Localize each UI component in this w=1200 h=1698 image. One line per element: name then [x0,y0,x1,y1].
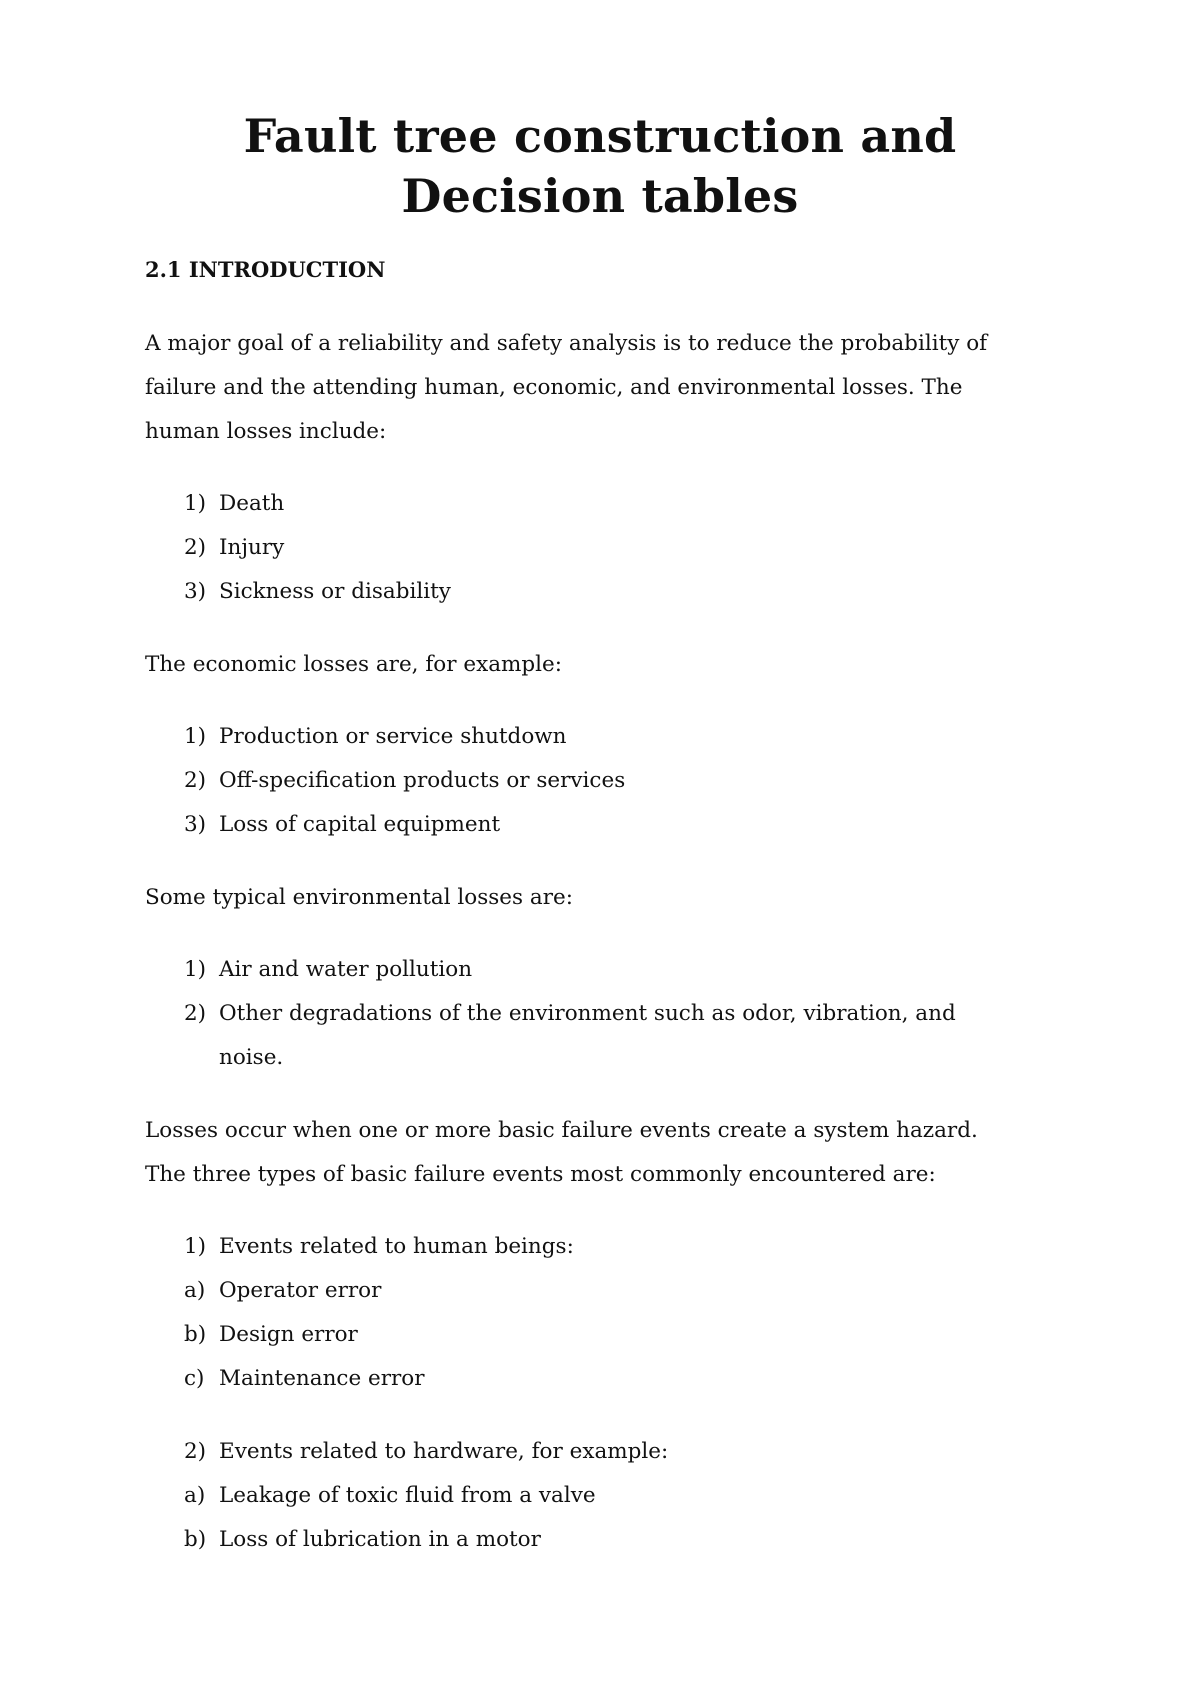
intro-line-3: human losses include: [145,419,387,444]
list-text: Events related to hardware, for example: [219,1439,669,1464]
list-item-continuation: noise. [219,1045,284,1070]
intro-line-2: failure and the attending human, economic, and environmental losses. The [145,375,963,400]
list-marker: 3) [184,812,207,837]
section-heading: 2.1 INTRODUCTION [145,257,386,282]
list-text: Other degradations of the environment such as odor, vibration, and [219,1001,956,1026]
list-marker: 3) [184,579,207,604]
list-marker: b) [184,1322,207,1347]
list-item [184,533,284,563]
list-marker: 1) [184,724,207,749]
list-text: Loss of lubrication in a motor [219,1527,541,1552]
list-text: Leakage of toxic fluid from a valve [219,1483,596,1508]
list-marker: 1) [184,1234,207,1259]
failure-line-1: Losses occur when one or more basic failure events create a system hazard. [145,1118,978,1143]
list-text: Air and water pollution [219,957,473,982]
list-text: Injury [219,535,285,560]
list-marker: a) [184,1278,206,1303]
list-text: Loss of capital equipment [219,812,501,837]
list-marker: b) [184,1527,207,1552]
sub-list-item [184,1525,541,1555]
sub-list-item [184,1364,425,1394]
sub-list-item [184,1276,381,1306]
list-marker: a) [184,1483,206,1508]
list-text: Events related to human beings: [219,1234,574,1259]
list-text: Operator error [219,1278,382,1303]
list-item [184,1232,574,1262]
list-marker: 2) [184,1439,207,1464]
failure-line-2: The three types of basic failure events most commonly encountered are: [145,1162,936,1187]
list-text: Off-specification products or services [219,768,626,793]
list-item [184,766,625,796]
list-marker: 1) [184,491,207,516]
list-text: Sickness or disability [219,579,451,604]
list-item [184,810,500,840]
economic-intro: The economic losses are, for example: [145,652,563,677]
list-marker: c) [184,1366,205,1391]
list-text: Death [219,491,285,516]
list-item [184,489,284,519]
list-item [184,577,451,607]
environmental-intro: Some typical environmental losses are: [145,885,573,910]
sub-list-item [184,1481,596,1511]
list-marker: 2) [184,768,207,793]
list-text: Maintenance error [219,1366,425,1391]
sub-list-item [184,1320,358,1350]
list-item [184,999,956,1029]
list-marker: 2) [184,535,207,560]
intro-line-1: A major goal of a reliability and safety analysis is to reduce the probability of [145,331,988,356]
list-marker: 1) [184,957,207,982]
list-item [184,722,567,752]
list-item [184,955,472,985]
list-item [184,1437,668,1467]
page-title-line-1: Fault tree construction and [243,109,957,163]
list-text: Design error [219,1322,358,1347]
list-marker: 2) [184,1001,207,1026]
list-text: Production or service shutdown [219,724,567,749]
page-title-line-2: Decision tables [401,169,799,223]
